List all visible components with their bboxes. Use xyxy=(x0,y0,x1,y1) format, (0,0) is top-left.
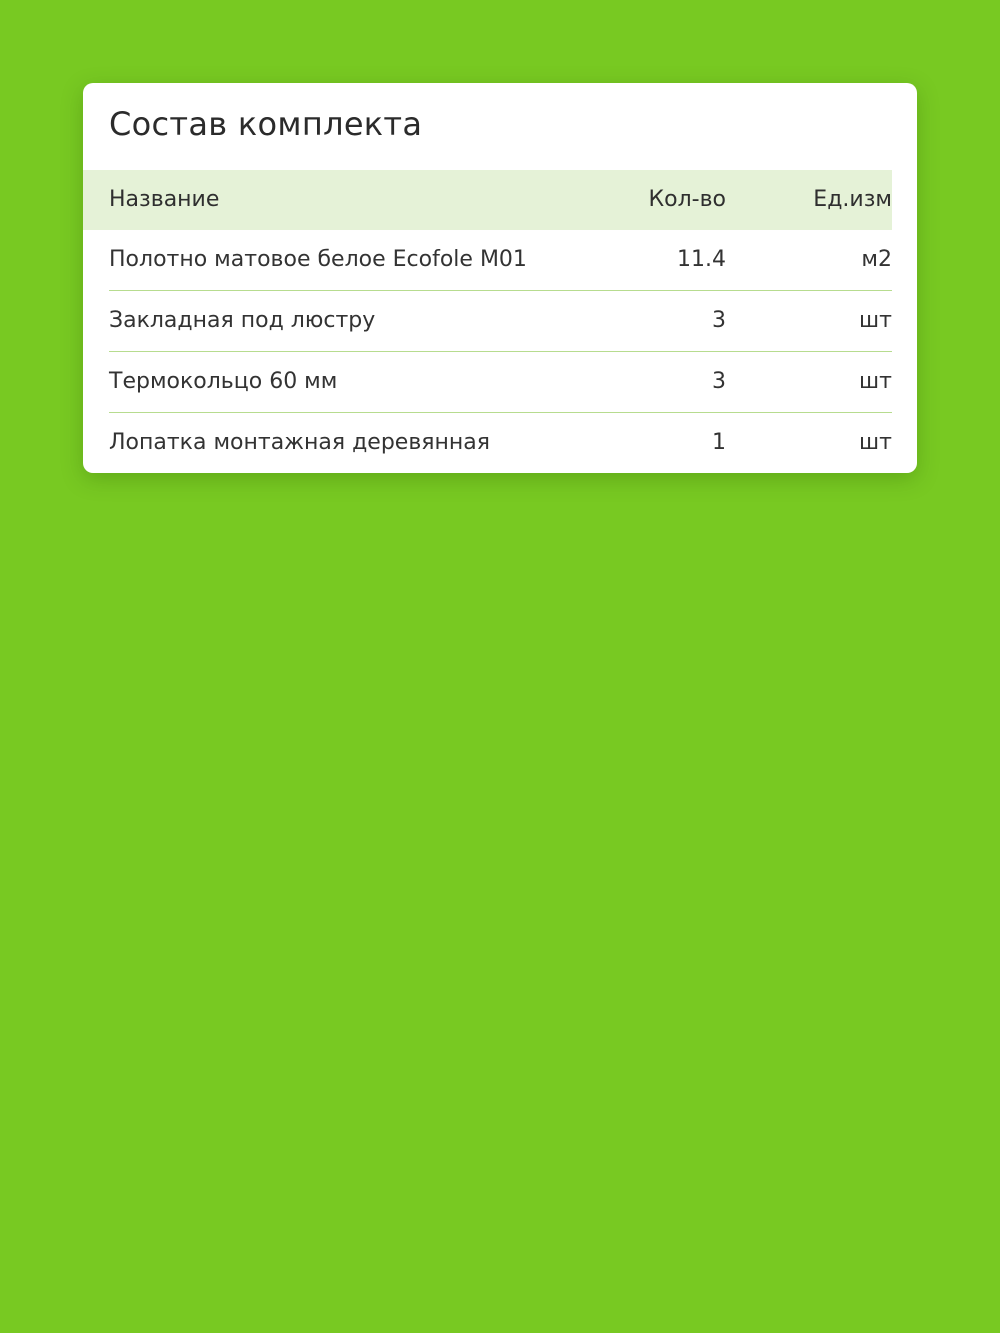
header-name: Название xyxy=(109,187,220,212)
table-row xyxy=(109,291,892,352)
kit-table xyxy=(83,170,917,473)
row-qty: 3 xyxy=(712,308,726,333)
table-header-row xyxy=(83,170,892,230)
header-unit: Ед.изм xyxy=(813,187,892,212)
table-row xyxy=(109,352,892,413)
table-row xyxy=(109,230,892,291)
row-unit: шт xyxy=(859,308,892,333)
row-name: Закладная под люстру xyxy=(109,308,376,333)
card-title: Состав комплекта xyxy=(109,105,423,143)
row-qty: 1 xyxy=(712,430,726,455)
header-qty: Кол-во xyxy=(648,187,726,212)
row-unit: м2 xyxy=(861,247,892,272)
row-name: Термокольцо 60 мм xyxy=(109,369,338,394)
table-row xyxy=(109,413,892,473)
row-name: Лопатка монтажная деревянная xyxy=(109,430,491,455)
row-qty: 11.4 xyxy=(677,247,726,272)
row-unit: шт xyxy=(859,369,892,394)
row-qty: 3 xyxy=(712,369,726,394)
row-name: Полотно матовое белое Ecofole M01 xyxy=(109,247,527,272)
row-unit: шт xyxy=(859,430,892,455)
kit-composition-card xyxy=(83,83,917,473)
